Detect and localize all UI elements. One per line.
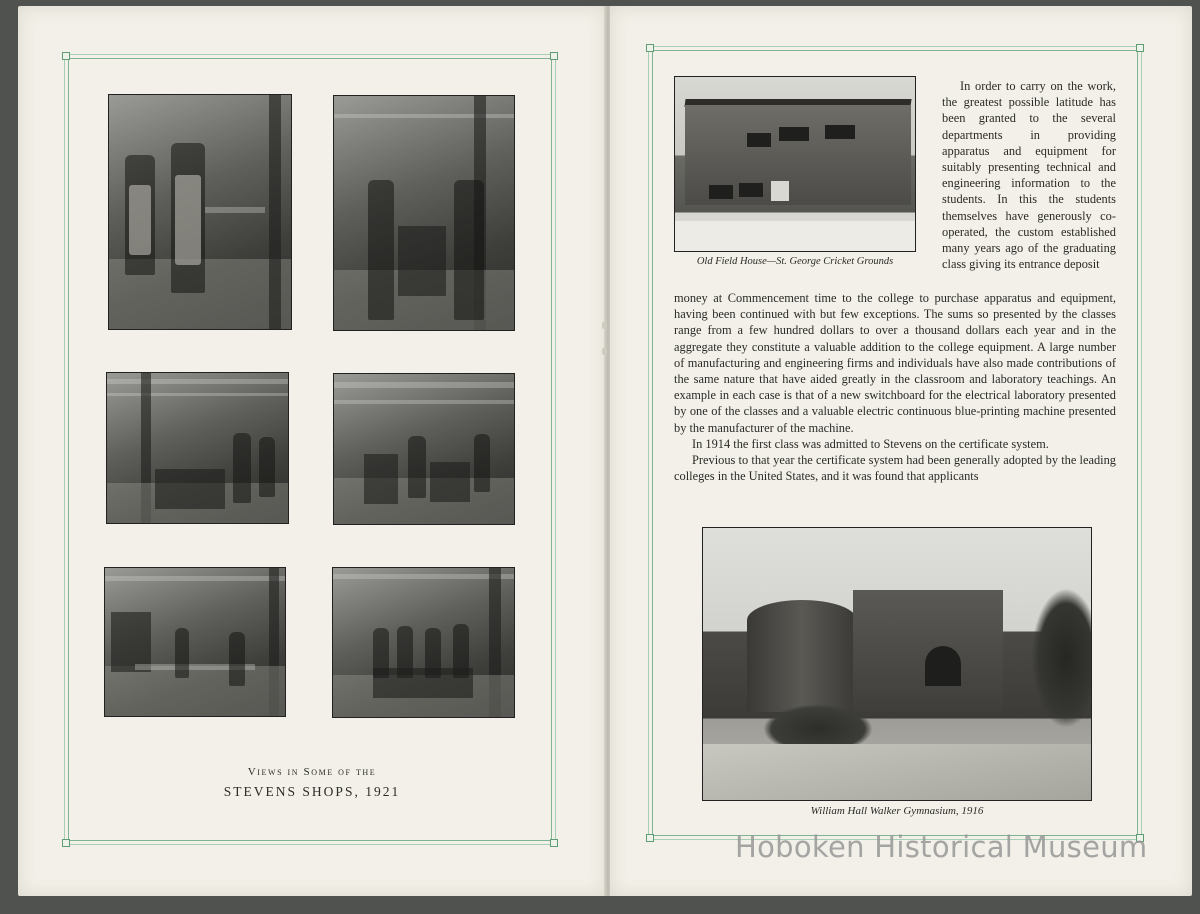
- photo-shop-forge: [108, 94, 292, 330]
- photo-shop-machines: [333, 95, 515, 331]
- paragraph: Previous to that year the certificate system had been generally adopted by the leading colleges in the United States, and it was found that applicants: [674, 453, 1116, 484]
- photo-walker-gymnasium: [702, 527, 1092, 801]
- text-column-narrow: [942, 78, 1116, 272]
- photo-shop-benches: [333, 373, 515, 525]
- gymnasium-caption: William Hall Walker Gymnasium, 1916: [810, 805, 984, 817]
- right-page: [610, 6, 1192, 896]
- photo-shop-carpentry: [104, 567, 286, 717]
- left-page: [18, 6, 606, 896]
- paragraph: In 1914 the first class was admitted to Stevens on the certificate system.: [692, 436, 1049, 451]
- photo-shop-workbenches: [332, 567, 515, 718]
- shops-caption-line2: STEVENS SHOPS, 1921: [223, 784, 401, 799]
- photo-shop-lathes: [106, 372, 289, 524]
- text-column-full: [674, 290, 1116, 484]
- paragraph: In order to carry on the work, the greatest possible latitude has been granted to the several departments in providing apparatus and equipment for suitably presenting technical and engineering information to the students. In this the students themselves have generously co-operated, the custom established many years ago of the graduating class giving its entrance deposit: [942, 79, 1116, 272]
- photo-old-field-house: [674, 76, 916, 252]
- punch-hole: [602, 348, 607, 355]
- shops-caption-line1: Views in Some of the: [247, 766, 377, 778]
- paragraph: money at Commencement time to the college to purchase apparatus and equipment, having been continued with but few exceptions. The sums so presented by the classes range from a few hundred dollars to over a thousand dollars each year and in the aggregate they constitute a valuable addition to the college equipment. A large number of manufacturing and engineering firms and individuals have also made contributions of the same nature that have aided greatly in the classroom and laboratory teachings. An example in each case is that of a new switchboard for the electrical laboratory presented by one of the classes and a valuable electric continuous blue-printing machine presented by the manufacturer of the machine.: [674, 291, 1116, 435]
- museum-watermark: Hoboken Historical Museum: [735, 830, 1148, 864]
- punch-hole: [602, 322, 607, 329]
- field-house-caption: Old Field House—St. George Cricket Grounds: [696, 256, 894, 267]
